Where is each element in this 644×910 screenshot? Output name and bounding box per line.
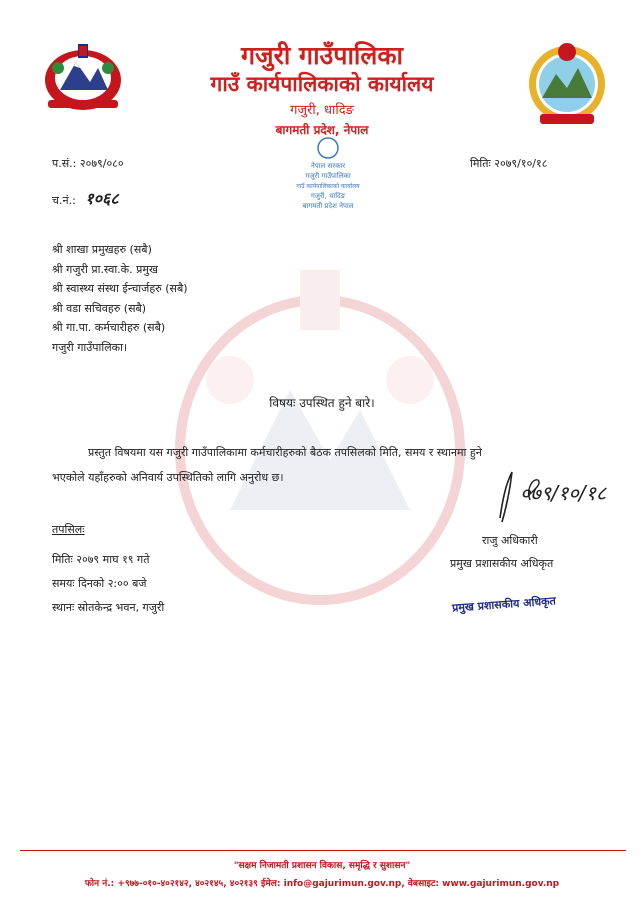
office-province: बागमती प्रदेश, नेपाल — [275, 123, 369, 137]
tapasil-time: समयः दिनको २:०० बजे — [52, 577, 147, 590]
signatory-name: राजु अधिकारी — [482, 534, 538, 547]
handwritten-signature — [490, 460, 610, 530]
letter-body-line-2: भएकोले यहाँहरुको अनिवार्य उपस्थितिको लागि अनुरोध छ। — [52, 471, 284, 484]
reference-cn — [52, 187, 119, 209]
footer-slogan: "सक्षम निजामती प्रशासन विकास, समृद्धि र सुशासन" — [233, 861, 411, 871]
recipient-item: श्री गा.पा. कर्मचारीहरु (सबै) — [52, 321, 166, 335]
watermark-emblem — [170, 250, 470, 610]
stamp-line-1: नेपाल सरकार — [310, 162, 346, 170]
recipient-item: श्री शाखा प्रमुखहरु (सबै) — [52, 243, 152, 256]
recipient-item: गजुरी गाउँपालिका। — [52, 340, 128, 354]
tapasil-heading: तपसिलः — [52, 523, 85, 536]
stamp-line-5: बागमती प्रदेश नेपाल — [302, 202, 354, 210]
recipient-item: श्री गजुरी प्रा.स्वा.के. प्रमुख — [52, 262, 158, 276]
stamp-line-4: गजुरी, धादिङ — [310, 192, 346, 200]
office-location: गजुरी, धादिङ — [290, 103, 354, 118]
recipient-list — [52, 240, 188, 358]
tapasil-date: मितिः २०७९ माघ १९ गते — [52, 553, 150, 566]
reference-ps: प.सं.: २०७९/०८० — [52, 157, 124, 170]
cn-value: १०६८ — [85, 189, 119, 208]
stamp-line-3: गाउँ कार्यपालिकाको कार्यालय — [296, 183, 360, 190]
letter-date: मितिः २०७९/१०/१८ — [470, 157, 548, 170]
letter-body-line-1: प्रस्तुत विषयमा यस गजुरी गाउँपालिकामा कर्मचारीहरुको बैठक तपसिलको मिति, समय र स्थानमा हुने — [88, 446, 482, 459]
cn-label: च.नं.: — [52, 194, 76, 207]
stamp-line-2: गजुरी गाउँपालिका — [305, 172, 351, 180]
signatory-stamp: प्रमुख प्रशासकीय अधिकृत — [451, 594, 557, 615]
office-title: गजुरी गाउँपालिका — [240, 41, 404, 70]
footer-divider — [20, 850, 626, 851]
letter-subject: विषयः उपस्थित हुने बारे। — [269, 396, 375, 410]
footer-contact: फोन नं.: +९७७-०१०-४०२१४२, ४०२१४५, ४०२१३९ ईमेल: info@gajurimun.gov.np, वेबसाइट: www.gajurimun.gov.np — [84, 879, 560, 889]
office-seal-stamp — [283, 130, 373, 220]
handwritten-date: ०७९/१०/१८ — [520, 481, 607, 505]
signatory-title: प्रमुख प्रशासकीय अधिकृत — [450, 557, 554, 570]
office-subtitle: गाउँ कार्यपालिकाको कार्यालय — [210, 72, 434, 96]
recipient-item: श्री वडा सचिवहरु (सबै) — [52, 301, 147, 315]
recipient-item: श्री स्वास्थ्य संस्था ईन्चार्जहरु (सबै) — [52, 282, 188, 296]
tapasil-place: स्थानः स्रोतकेन्द्र भवन, गजुरी — [52, 601, 165, 614]
